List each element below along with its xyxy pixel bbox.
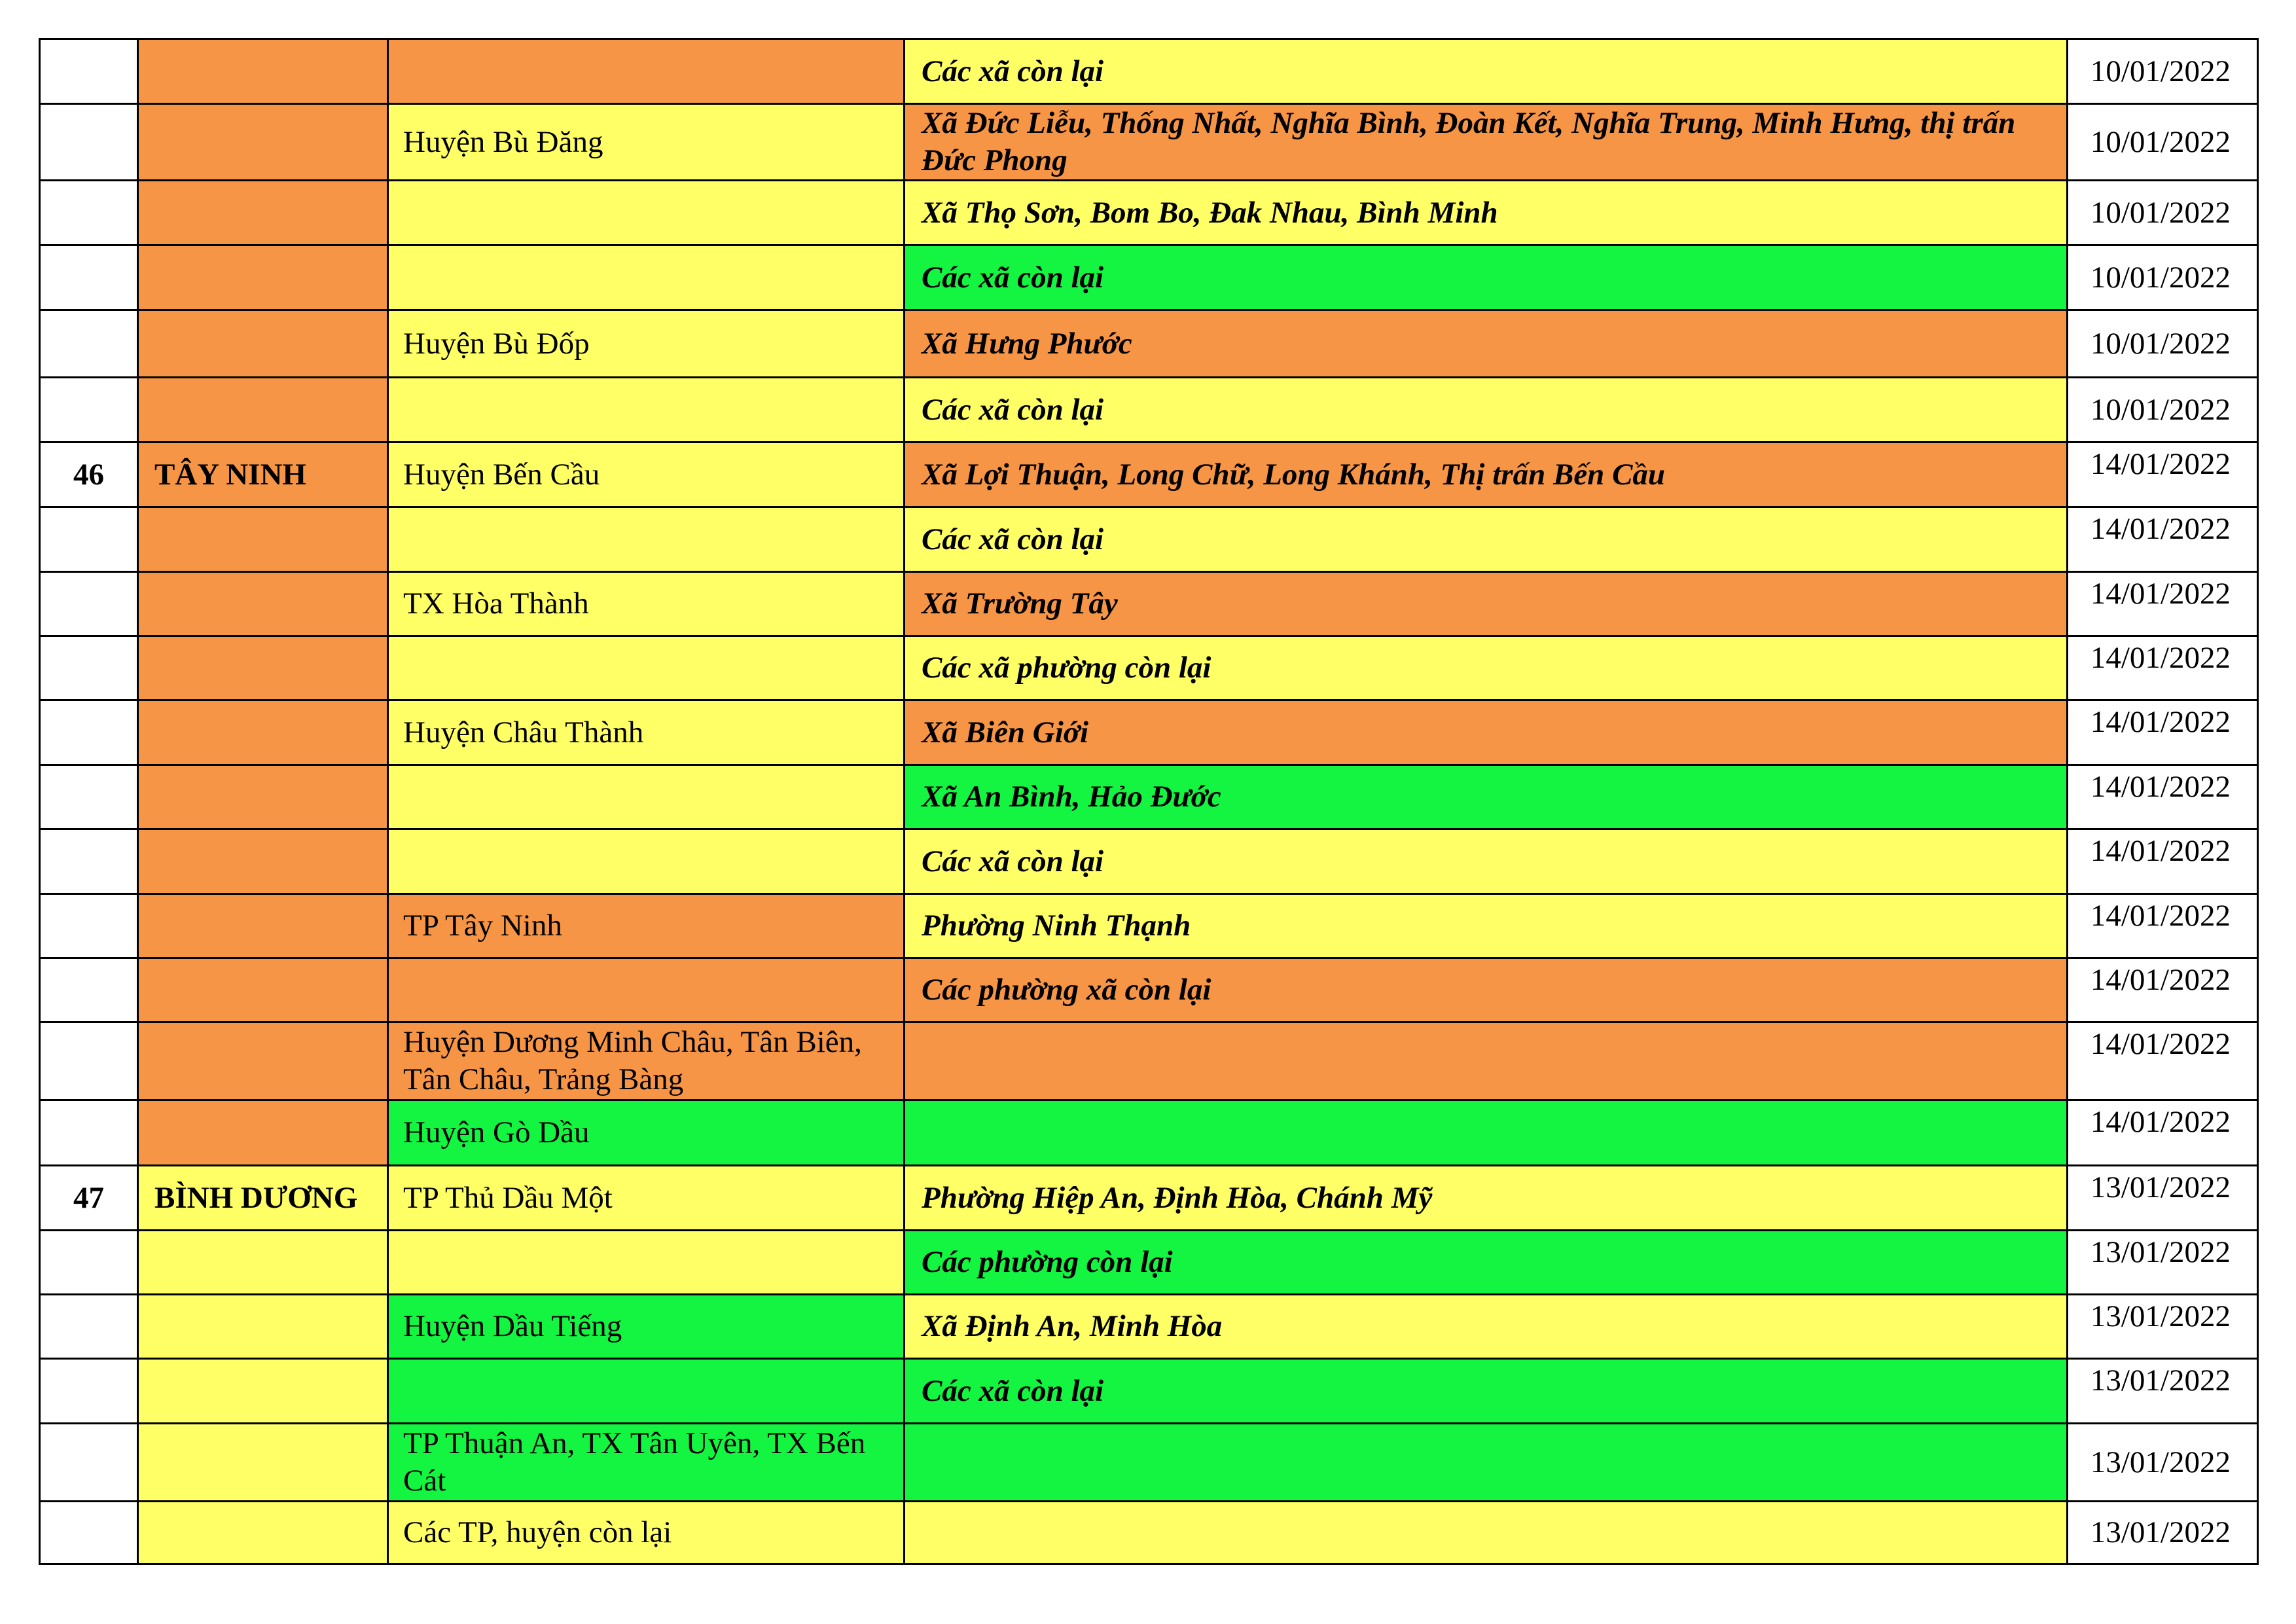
date-cell: 10/01/2022 <box>2068 245 2258 310</box>
row-number-cell <box>40 181 138 245</box>
district-cell: Huyện Dương Minh Châu, Tân Biên, Tân Châu, Trảng Bàng <box>388 1022 905 1100</box>
table-row <box>40 958 2258 1022</box>
row-number-cell <box>40 1502 138 1564</box>
date-cell: 14/01/2022 <box>2068 765 2258 829</box>
date-cell: 14/01/2022 <box>2068 958 2258 1022</box>
province-cell <box>138 245 388 310</box>
row-number-cell <box>40 245 138 310</box>
province-cell <box>138 700 388 765</box>
commune-cell <box>905 1424 2068 1502</box>
table-row <box>40 1502 2258 1564</box>
row-number-cell <box>40 765 138 829</box>
province-cell <box>138 378 388 442</box>
commune-cell: Xã Trường Tây <box>905 572 2068 636</box>
province-cell <box>138 507 388 572</box>
commune-cell: Xã Biên Giới <box>905 700 2068 765</box>
table-row <box>40 378 2258 442</box>
province-cell: BÌNH DƯƠNG <box>138 1166 388 1231</box>
district-cell <box>388 245 905 310</box>
table-row <box>40 181 2258 245</box>
table-row <box>40 894 2258 958</box>
row-number-cell <box>40 1359 138 1424</box>
date-cell: 13/01/2022 <box>2068 1295 2258 1359</box>
province-cell <box>138 1359 388 1424</box>
row-number-cell <box>40 572 138 636</box>
commune-cell: Các phường xã còn lại <box>905 958 2068 1022</box>
province-cell <box>138 104 388 181</box>
date-cell: 10/01/2022 <box>2068 104 2258 181</box>
date-cell: 14/01/2022 <box>2068 700 2258 765</box>
province-cell <box>138 572 388 636</box>
district-cell <box>388 829 905 894</box>
district-cell <box>388 181 905 245</box>
commune-cell <box>905 1022 2068 1100</box>
commune-cell: Các xã còn lại <box>905 245 2068 310</box>
date-cell: 14/01/2022 <box>2068 894 2258 958</box>
table-row <box>40 829 2258 894</box>
district-cell: TP Thuận An, TX Tân Uyên, TX Bến Cát <box>388 1424 905 1502</box>
date-cell: 10/01/2022 <box>2068 181 2258 245</box>
table-row <box>40 1295 2258 1359</box>
commune-cell: Xã An Bình, Hảo Đước <box>905 765 2068 829</box>
commune-cell: Các xã còn lại <box>905 1359 2068 1424</box>
province-cell <box>138 1100 388 1166</box>
district-cell <box>388 1359 905 1424</box>
table-row <box>40 1359 2258 1424</box>
district-cell: Huyện Bến Cầu <box>388 442 905 507</box>
province-cell <box>138 1424 388 1502</box>
province-cell <box>138 39 388 104</box>
row-number-cell <box>40 378 138 442</box>
row-number-cell <box>40 829 138 894</box>
date-cell: 14/01/2022 <box>2068 1100 2258 1166</box>
commune-cell: Xã Hưng Phước <box>905 310 2068 378</box>
row-number-cell <box>40 958 138 1022</box>
commune-cell: Các xã còn lại <box>905 507 2068 572</box>
district-cell <box>388 958 905 1022</box>
commune-cell: Xã Thọ Sơn, Bom Bo, Đak Nhau, Bình Minh <box>905 181 2068 245</box>
district-cell: Huyện Dầu Tiếng <box>388 1295 905 1359</box>
commune-cell: Xã Định An, Minh Hòa <box>905 1295 2068 1359</box>
date-cell: 14/01/2022 <box>2068 442 2258 507</box>
table-row <box>40 1100 2258 1166</box>
row-number-cell <box>40 700 138 765</box>
date-cell: 13/01/2022 <box>2068 1359 2258 1424</box>
province-cell <box>138 1231 388 1295</box>
table-row <box>40 310 2258 378</box>
row-number-cell <box>40 1022 138 1100</box>
province-cell <box>138 958 388 1022</box>
table-row <box>40 39 2258 104</box>
district-cell <box>388 1231 905 1295</box>
table-row <box>40 1231 2258 1295</box>
province-cell: TÂY NINH <box>138 442 388 507</box>
commune-cell: Các xã còn lại <box>905 829 2068 894</box>
row-number-cell <box>40 894 138 958</box>
row-number-cell <box>40 310 138 378</box>
date-cell: 13/01/2022 <box>2068 1502 2258 1564</box>
district-cell <box>388 378 905 442</box>
date-cell: 10/01/2022 <box>2068 310 2258 378</box>
district-cell <box>388 507 905 572</box>
commune-cell <box>905 1502 2068 1564</box>
commune-cell: Xã Đức Liễu, Thống Nhất, Nghĩa Bình, Đoàn Kết, Nghĩa Trung, Minh Hưng, thị trấn Đức Phong <box>905 104 2068 181</box>
commune-cell: Phường Hiệp An, Định Hòa, Chánh Mỹ <box>905 1166 2068 1231</box>
table-body <box>40 39 2258 1564</box>
row-number-cell <box>40 104 138 181</box>
province-cell <box>138 765 388 829</box>
province-cell <box>138 310 388 378</box>
table-row <box>40 700 2258 765</box>
commune-cell: Các phường còn lại <box>905 1231 2068 1295</box>
district-cell: Huyện Bù Đốp <box>388 310 905 378</box>
date-cell: 14/01/2022 <box>2068 636 2258 700</box>
date-cell: 13/01/2022 <box>2068 1424 2258 1502</box>
date-cell: 14/01/2022 <box>2068 1022 2258 1100</box>
date-cell: 14/01/2022 <box>2068 572 2258 636</box>
row-number-cell <box>40 1424 138 1502</box>
commune-cell: Các xã còn lại <box>905 39 2068 104</box>
table-row <box>40 1166 2258 1231</box>
district-cell: TP Thủ Dầu Một <box>388 1166 905 1231</box>
district-cell <box>388 765 905 829</box>
district-cell: TP Tây Ninh <box>388 894 905 958</box>
province-cell <box>138 1022 388 1100</box>
commune-cell: Các xã còn lại <box>905 378 2068 442</box>
table-row <box>40 572 2258 636</box>
table-row <box>40 245 2258 310</box>
commune-cell: Xã Lợi Thuận, Long Chữ, Long Khánh, Thị trấn Bến Cầu <box>905 442 2068 507</box>
district-cell: Huyện Châu Thành <box>388 700 905 765</box>
district-cell <box>388 39 905 104</box>
date-cell: 13/01/2022 <box>2068 1231 2258 1295</box>
commune-cell: Phường Ninh Thạnh <box>905 894 2068 958</box>
row-number-cell <box>40 39 138 104</box>
row-number-cell <box>40 1231 138 1295</box>
table-row <box>40 636 2258 700</box>
date-cell: 10/01/2022 <box>2068 378 2258 442</box>
table-row <box>40 104 2258 181</box>
date-cell: 13/01/2022 <box>2068 1166 2258 1231</box>
province-cell <box>138 1295 388 1359</box>
district-cell <box>388 636 905 700</box>
commune-cell: Các xã phường còn lại <box>905 636 2068 700</box>
row-number-cell: 46 <box>40 442 138 507</box>
covid-level-table <box>39 38 2259 1565</box>
date-cell: 10/01/2022 <box>2068 39 2258 104</box>
table-row <box>40 1022 2258 1100</box>
province-cell <box>138 181 388 245</box>
province-cell <box>138 1502 388 1564</box>
row-number-cell <box>40 1100 138 1166</box>
row-number-cell: 47 <box>40 1166 138 1231</box>
district-cell: TX Hòa Thành <box>388 572 905 636</box>
province-cell <box>138 894 388 958</box>
date-cell: 14/01/2022 <box>2068 829 2258 894</box>
province-cell <box>138 829 388 894</box>
table-row <box>40 1424 2258 1502</box>
date-cell: 14/01/2022 <box>2068 507 2258 572</box>
row-number-cell <box>40 1295 138 1359</box>
row-number-cell <box>40 636 138 700</box>
table-row <box>40 765 2258 829</box>
district-cell: Huyện Gò Dầu <box>388 1100 905 1166</box>
province-cell <box>138 636 388 700</box>
row-number-cell <box>40 507 138 572</box>
district-cell: Huyện Bù Đăng <box>388 104 905 181</box>
commune-cell <box>905 1100 2068 1166</box>
table-row <box>40 442 2258 507</box>
table-row <box>40 507 2258 572</box>
district-cell: Các TP, huyện còn lại <box>388 1502 905 1564</box>
